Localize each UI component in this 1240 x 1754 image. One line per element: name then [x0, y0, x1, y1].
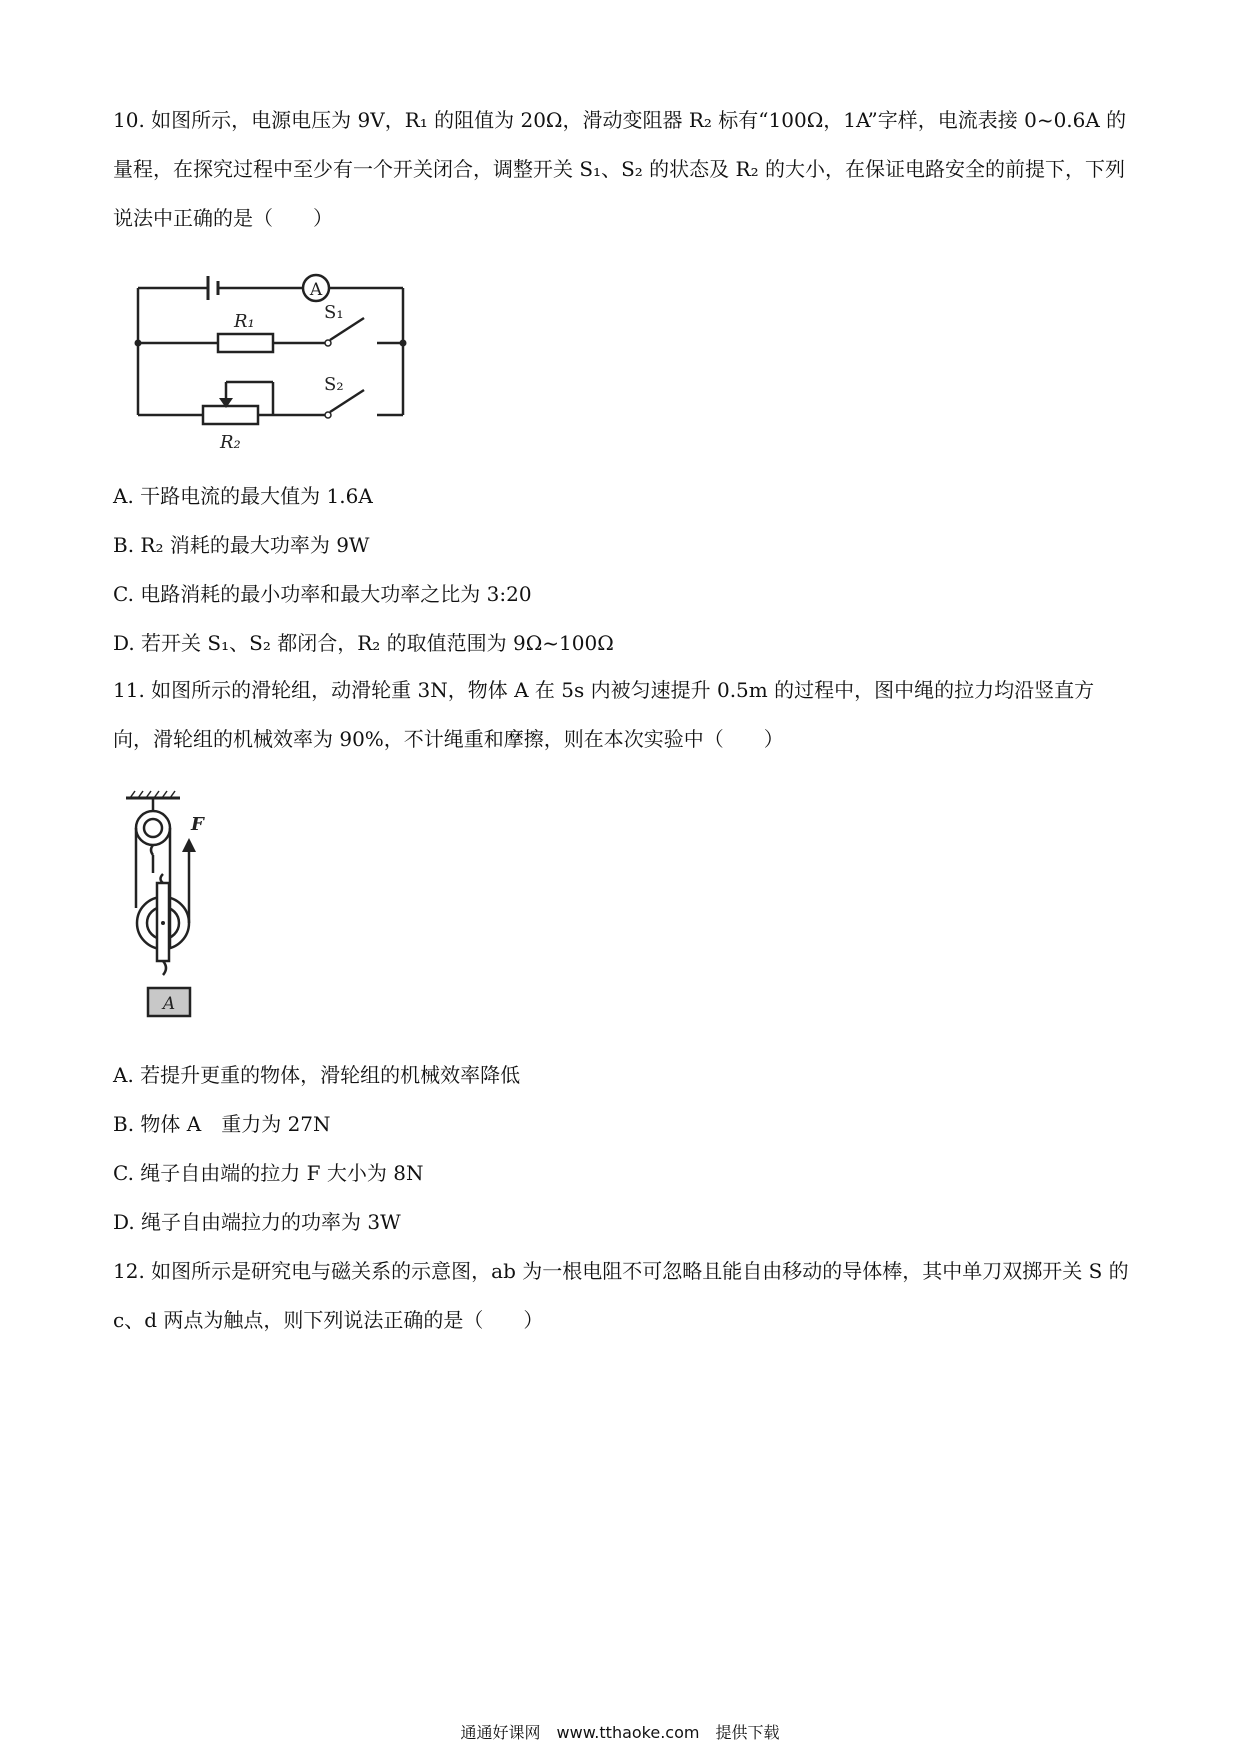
question-11-option-a: A. 若提升更重的物体，滑轮组的机械效率降低	[113, 1063, 521, 1087]
block-label: A	[162, 994, 176, 1014]
question-11-option-d: D. 绳子自由端拉力的功率为 3W	[113, 1210, 401, 1234]
r1-label: R₁	[234, 311, 255, 332]
s2-label: S₂	[324, 374, 344, 395]
pulley-diagram	[118, 788, 228, 1038]
s1-label: S₁	[324, 302, 344, 323]
page-footer: 通通好课网 www.tthaoke.com 提供下载	[460, 1723, 780, 1742]
question-11-option-b: B. 物体 A 重力为 27N	[113, 1112, 331, 1136]
question-10-option-c: C. 电路消耗的最小功率和最大功率之比为 3:20	[113, 582, 532, 606]
question-12-stem: 12. 如图所示是研究电与磁关系的示意图，ab 为一根电阻不可忽略且能自由移动的导体棒，其中单刀双掷开关 S 的 c、d 两点为触点，则下列说法正确的是（ ）	[113, 1259, 1129, 1332]
circuit-diagram	[128, 260, 418, 460]
force-label: F	[191, 814, 204, 835]
question-10-stem: 10. 如图所示，电源电压为 9V，R₁ 的阻值为 20Ω，滑动变阻器 R₂ 标有“100Ω，1A”字样，电流表接 0~0.6A 的量程，在探究过程中至少有一个开关闭合，调整开关 S₁、S₂ 的状态及 R₂ 的大小，在保证电路安全的前提下，下列说法中正确的是（ ）	[113, 108, 1127, 230]
question-11-option-c: C. 绳子自由端的拉力 F 大小为 8N	[113, 1161, 424, 1185]
r2-label: R₂	[220, 432, 241, 453]
question-10-option-a: A. 干路电流的最大值为 1.6A	[113, 484, 373, 508]
ammeter-label: A	[309, 280, 323, 300]
question-10-option-d: D. 若开关 S₁、S₂ 都闭合，R₂ 的取值范围为 9Ω~100Ω	[113, 631, 614, 655]
question-10-option-b: B. R₂ 消耗的最大功率为 9W	[113, 533, 370, 557]
question-11-stem: 11. 如图所示的滑轮组，动滑轮重 3N，物体 A 在 5s 内被匀速提升 0.5m 的过程中，图中绳的拉力均沿竖直方向，滑轮组的机械效率为 90%，不计绳重和摩擦，则在本次实验中（ ）	[113, 678, 1095, 751]
